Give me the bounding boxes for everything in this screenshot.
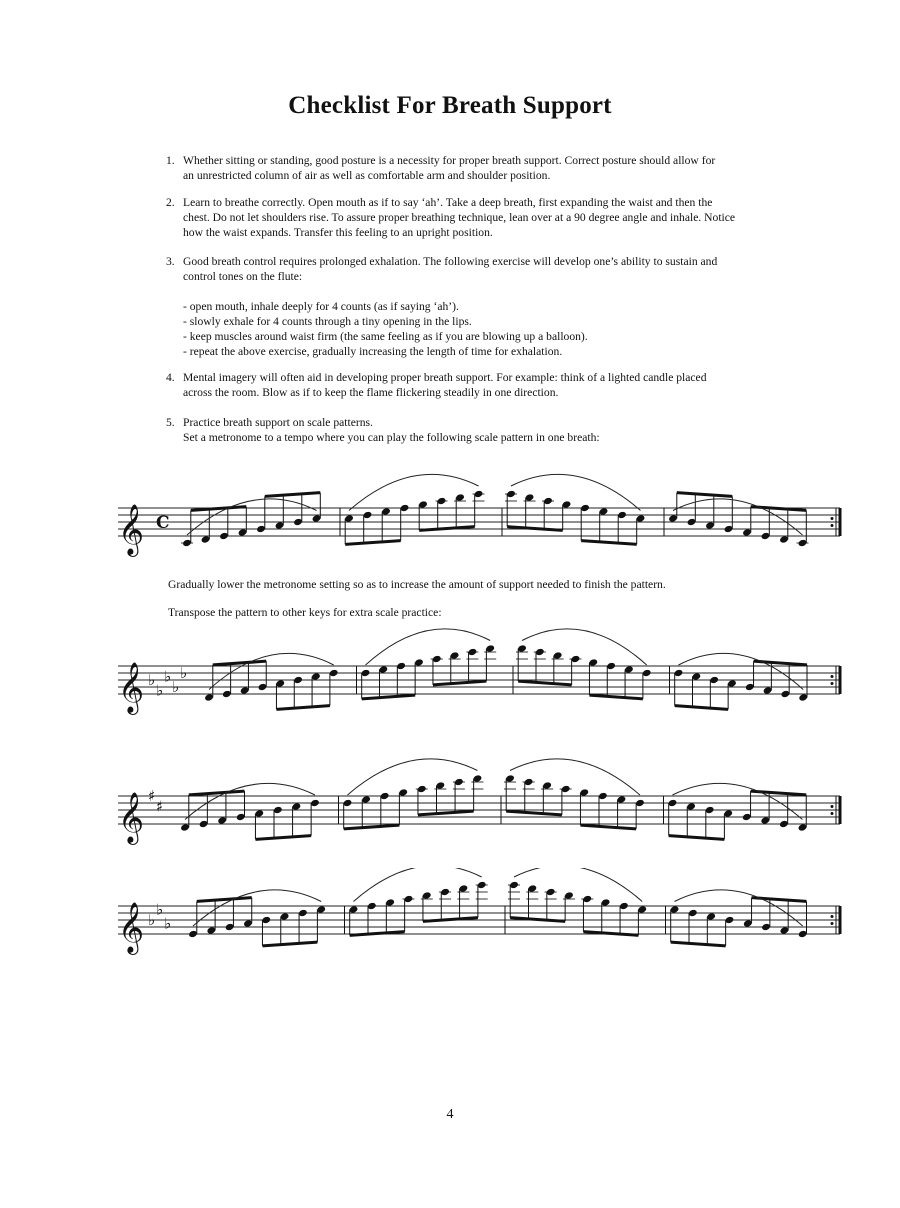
note-beam bbox=[671, 942, 726, 946]
slur bbox=[209, 653, 334, 689]
slur bbox=[193, 890, 321, 926]
note-beam bbox=[423, 918, 478, 922]
item-line: Whether sitting or standing, good posture is a necessity for proper breath support. Correct posture should allow for bbox=[183, 154, 716, 167]
item-number: 3. bbox=[166, 255, 175, 268]
repeat-dot bbox=[831, 805, 834, 808]
slur bbox=[366, 629, 491, 665]
checklist-item-2 bbox=[166, 195, 806, 240]
note-beam bbox=[265, 493, 321, 497]
item-line: Mental imagery will often aid in developing proper breath support. For example: think of a lighted candle placed bbox=[183, 371, 707, 384]
slur bbox=[354, 868, 482, 902]
flat-sign-icon: ♭ bbox=[156, 681, 164, 700]
note-beam bbox=[589, 695, 642, 699]
exercise-step: - keep muscles around waist firm (the same feeling as if you are blowing up a balloon). bbox=[183, 330, 588, 343]
exercise-step: - open mouth, inhale deeply for 4 counts (as if saying ‘ah’). bbox=[183, 300, 459, 313]
note-beam bbox=[197, 898, 252, 902]
note-beam bbox=[344, 825, 400, 829]
music-staff-d-flat-major bbox=[110, 628, 850, 728]
music-staff-c-major bbox=[110, 470, 850, 570]
exercise-step: - slowly exhale for 4 counts through a tiny opening in the lips. bbox=[183, 315, 472, 328]
treble-clef-icon: 𝄞 bbox=[118, 504, 145, 555]
slur bbox=[673, 499, 803, 535]
note-beam bbox=[506, 811, 562, 815]
item-line: across the room. Blow as if to keep the flame flickering steadily in one direction. bbox=[183, 386, 559, 399]
repeat-dot bbox=[831, 915, 834, 918]
slur bbox=[348, 759, 478, 795]
item-line: chest. Do not let shoulders rise. To assure proper breathing technique, lean over at a 90 degree angle and inhale. Notice bbox=[183, 211, 736, 224]
note-beam bbox=[518, 681, 571, 685]
page-number: 4 bbox=[446, 1107, 454, 1122]
note-beam bbox=[350, 932, 405, 936]
slur bbox=[675, 890, 803, 926]
note-beam bbox=[362, 695, 415, 699]
sharp-sign-icon: ♯ bbox=[148, 787, 156, 805]
slur bbox=[673, 783, 803, 819]
repeat-dot bbox=[831, 524, 834, 527]
slur bbox=[511, 474, 641, 510]
note-beam bbox=[433, 681, 486, 685]
treble-clef-icon: 𝄞 bbox=[118, 902, 145, 953]
repeat-dot bbox=[831, 812, 834, 815]
note-beam bbox=[419, 527, 475, 531]
slur bbox=[510, 759, 640, 795]
flat-sign-icon: ♭ bbox=[164, 667, 172, 686]
note-beam bbox=[189, 791, 245, 795]
flat-sign-icon: ♭ bbox=[156, 900, 164, 919]
slur bbox=[185, 783, 315, 819]
item-line: how the waist expands. Transfer this feeling to an upright position. bbox=[183, 226, 493, 239]
treble-clef-icon: 𝄞 bbox=[118, 792, 145, 843]
flat-sign-icon: ♭ bbox=[148, 911, 156, 929]
checklist-item-4 bbox=[166, 370, 806, 400]
item-line: Practice breath support on scale patterns. bbox=[183, 416, 373, 429]
slur bbox=[187, 499, 317, 535]
flat-sign-icon: ♭ bbox=[148, 671, 156, 689]
flat-sign-icon: ♭ bbox=[164, 914, 172, 933]
note-beam bbox=[262, 942, 317, 946]
repeat-dot bbox=[831, 922, 834, 925]
treble-clef-icon: 𝄞 bbox=[118, 662, 145, 713]
note-beam bbox=[213, 661, 266, 665]
checklist-item-3 bbox=[166, 254, 806, 359]
flat-sign-icon: ♭ bbox=[180, 664, 188, 682]
flat-sign-icon: ♭ bbox=[172, 678, 180, 696]
item-line: control tones on the flute: bbox=[183, 270, 303, 283]
sharp-sign-icon: ♯ bbox=[156, 797, 164, 816]
note-beam bbox=[675, 706, 728, 710]
metronome-paragraph: Gradually lower the metronome setting so as to increase the amount of support needed to finish the pattern. bbox=[168, 578, 666, 591]
checklist-item-5 bbox=[166, 415, 806, 445]
note-beam bbox=[418, 811, 474, 815]
note-beam bbox=[191, 507, 247, 511]
repeat-dot bbox=[831, 675, 834, 678]
exercise-step: - repeat the above exercise, gradually increasing the length of time for exhalation. bbox=[183, 345, 563, 358]
item-number: 4. bbox=[166, 371, 175, 384]
note-beam bbox=[507, 527, 563, 531]
item-number: 1. bbox=[166, 154, 175, 167]
transpose-paragraph: Transpose the pattern to other keys for extra scale practice: bbox=[168, 606, 442, 619]
slur bbox=[514, 868, 642, 902]
note-beam bbox=[510, 918, 565, 922]
item-line: Set a metronome to a tempo where you can play the following scale pattern in one breath: bbox=[183, 431, 600, 444]
slur bbox=[349, 474, 479, 510]
item-number: 2. bbox=[166, 196, 175, 209]
slur bbox=[522, 629, 647, 665]
item-number: 5. bbox=[166, 416, 175, 429]
item-line: an unrestricted column of air as well as comfortable arm and shoulder position. bbox=[183, 169, 551, 182]
slur bbox=[679, 653, 804, 689]
note-beam bbox=[583, 932, 638, 936]
repeat-dot bbox=[831, 517, 834, 520]
note-beam bbox=[669, 836, 725, 840]
note-beam bbox=[677, 493, 733, 497]
repeat-dot bbox=[831, 682, 834, 685]
note-beam bbox=[276, 706, 329, 710]
page-title: Checklist For Breath Support bbox=[288, 92, 612, 119]
note-beam bbox=[345, 541, 401, 545]
music-staff-d-major bbox=[110, 758, 850, 858]
item-line: Learn to breathe correctly. Open mouth as if to say ‘ah’. Take a deep breath, first expanding the waist and then the bbox=[183, 196, 713, 209]
music-staff-e-flat-major bbox=[110, 868, 850, 968]
note-beam bbox=[581, 541, 637, 545]
common-time-icon: C bbox=[156, 513, 170, 533]
checklist-item-1 bbox=[166, 153, 806, 183]
note-beam bbox=[255, 836, 311, 840]
note-beam bbox=[580, 825, 636, 829]
item-line: Good breath control requires prolonged exhalation. The following exercise will develop one’s ability to sustain and bbox=[183, 255, 718, 268]
